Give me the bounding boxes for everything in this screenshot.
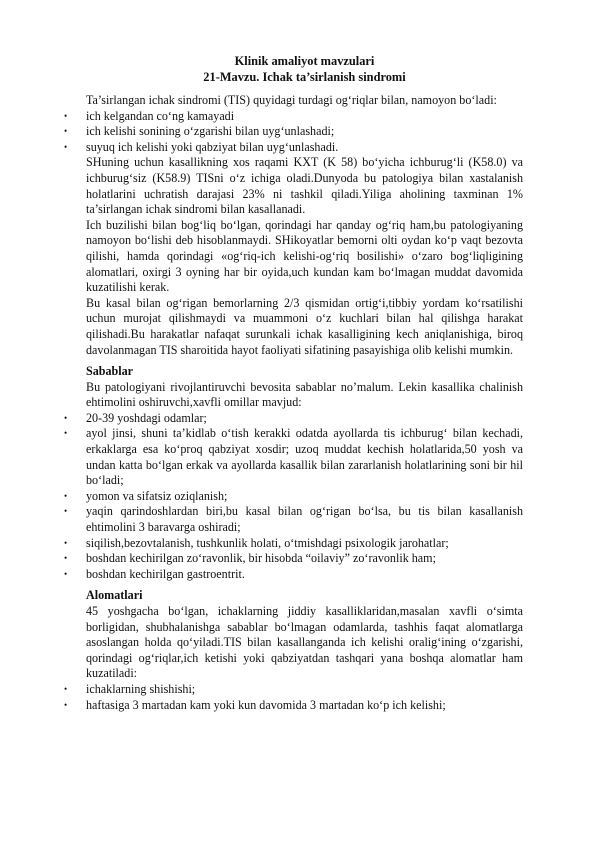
- list-item: • 20-39 yoshdagi odamlar;: [86, 411, 523, 427]
- paragraph: Bu kasal bilan og‘rigan bemorlarning 2/3 qismidan ortig‘i,tibbiy yordam ko‘rsatilishi uchun murojat qilishmaydi va muammoni o‘z kuchlari bilan hal qilishga harakat qilishadi.Bu harakatlar nafaqat surunkali ichak kasalligining kech aniqlanishiga, biroq davolanmagan TIS sharoitida hayot faoliyati sifatining pasayishiga olib kelishi mumkin.: [86, 295, 523, 357]
- paragraph: Ich buzilishi bilan bog‘liq bo‘lgan, qorindagi har qanday og‘riq ham,bu patologiyaning namoyon bo‘lishi deb hisoblanmaydi. SHikoyatlar bemorni olti oydan ko‘p vaqt bezovta qilishi, hamda qorindagi «og‘riq-ich kelishi-og‘riq bosilishi» o‘zaro bog‘liqligining alomatlari, oxirgi 3 oyning har bir oyida,uch kundan kam bo‘lmagan muddat davomida kuzatilishi kerak.: [86, 217, 523, 295]
- topic-title: 21-Mavzu. Ichak ta’sirlanish sindromi: [203, 70, 406, 84]
- document-title: Klinik amaliyot mavzulari: [234, 54, 375, 68]
- intro-paragraph: Ta’sirlangan ichak sindromi (TIS) quyidagi turdagi og‘riqlar bilan, namoyon bo‘ladi:: [86, 93, 497, 107]
- causes-list: [86, 411, 523, 583]
- list-item: • boshdan kechirilgan gastroentrit.: [86, 567, 523, 583]
- list-item: • ich kelishi sonining o‘zgarishi bilan uyg‘unlashadi;: [86, 124, 523, 140]
- list-item: • boshdan kechirilgan zo‘ravonlik, bir hisobda “oilaviy” zo‘ravonlik ham;: [86, 551, 523, 567]
- paragraph: SHuning uchun kasallikning xos raqami KXT (K 58) bo‘yicha ichburug‘li (K58.0) va ichburug‘siz (K58.9) TISni o‘z ichiga oladi.Dunyoda bu patologiya bilan xastalanish holatlarini uchratish darajasi 23% ni tashkil qiladi.Yiliga aholining taxminan 1% ta’sirlangan ichak sindromi bilan kasallanadi.: [86, 155, 523, 217]
- list-item: • ich kelgandan co‘ng kamayadi: [86, 109, 523, 125]
- list-item: • yomon va sifatsiz oziqlanish;: [86, 489, 523, 505]
- list-item: • suyuq ich kelishi yoki qabziyat bilan uyg‘unlashadi.: [86, 140, 523, 156]
- paragraph: Bu patologiyani rivojlantiruvchi bevosita sabablar no’malum. Lekin kasallika chalinish ehtimolini oshiruvchi,xavfli omillar mavjud:: [86, 379, 523, 410]
- list-item: • siqilish,bezovtalanish, tushkunlik holati, o‘tmishdagi psixologik jarohatlar;: [86, 536, 523, 552]
- section-heading-symptoms: Alomatlari: [86, 588, 143, 603]
- symptoms-list: [86, 682, 523, 713]
- document-page: [86, 53, 523, 713]
- intro-list: [86, 109, 523, 156]
- section-heading-causes: Sabablar: [86, 364, 134, 379]
- list-item: • haftasiga 3 martadan kam yoki kun davomida 3 martadan ko‘p ich kelishi;: [86, 698, 523, 714]
- paragraph: 45 yoshgacha bo‘lgan, ichaklarning jiddiy kasalliklaridan,masalan xavfli o‘simta borligidan, shubhalanishga sabablar bo‘lmagan odamlarda, tashhis faqat alomatlarga asoslangan holda qo‘yiladi.TIS bilan kasallanganda ich kelishi oralig‘ining o‘zgarishi, qorindagi og‘riqlar,ich ketishi yoki qabziyatdan tashqari yana boshqa alomatlar ham kuzatiladi:: [86, 604, 523, 681]
- list-item: • ichaklarning shishishi;: [86, 682, 523, 698]
- list-item: • yaqin qarindoshlardan biri,bu kasal bilan og‘rigan bo‘lsa, bu tis bilan kasallanish ehtimolini 3 baravarga oshiradi;: [86, 504, 523, 535]
- list-item: • ayol jinsi, shuni ta’kidlab o‘tish kerakki odatda ayollarda tis ichburug‘ bilan kechadi, erkaklarga esa ko‘proq qabziyat xosdir; uzoq muddat kechish holatlarida,50 yosh va undan katta bo‘lgan erkak va ayollarda kasallik bilan zararlanish holatlarining soni bir hil bo‘ladi;: [86, 426, 523, 488]
